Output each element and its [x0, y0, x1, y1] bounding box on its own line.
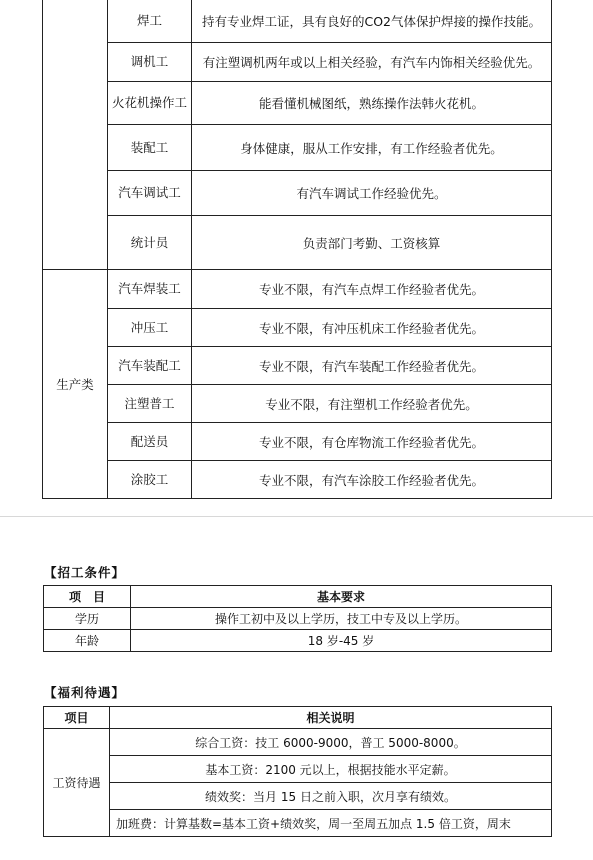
table-row [44, 810, 552, 837]
conditions-title: 【招工条件】 [44, 565, 126, 580]
table-row [43, 423, 552, 461]
job-role: 火花机操作工 [108, 82, 192, 125]
table-row [43, 82, 552, 125]
table-row [44, 783, 552, 810]
job-requirement: 专业不限，有注塑机工作经验者优先。 [192, 385, 552, 423]
job-role: 汽车装配工 [108, 347, 192, 385]
table-row [43, 270, 552, 309]
condition-value: 18 岁-45 岁 [131, 630, 552, 652]
jobs-table [42, 0, 552, 499]
conditions-table [43, 585, 552, 652]
table-row [43, 43, 552, 82]
job-role: 汽车焊装工 [108, 270, 192, 309]
header-description: 相关说明 [110, 707, 552, 729]
header-item: 项 目 [44, 586, 131, 608]
header-requirement: 基本要求 [131, 586, 552, 608]
job-requirement: 专业不限，有汽车点焊工作经验者优先。 [192, 270, 552, 309]
benefits-title: 【福利待遇】 [44, 685, 126, 700]
condition-item: 学历 [44, 608, 131, 630]
table-row [43, 347, 552, 385]
header-item: 项目 [44, 707, 110, 729]
job-requirement: 专业不限，有冲压机床工作经验者优先。 [192, 309, 552, 347]
job-role: 涂胶工 [108, 461, 192, 499]
table-row [44, 756, 552, 783]
page-break-divider [0, 516, 593, 517]
table-row [43, 216, 552, 270]
job-requirement: 持有专业焊工证，具有良好的CO2气体保护焊接的操作技能。 [192, 0, 552, 43]
job-role: 调机工 [108, 43, 192, 82]
job-requirement: 专业不限，有仓库物流工作经验者优先。 [192, 423, 552, 461]
production-category: 生产类 [43, 270, 108, 499]
table-header-row [44, 586, 552, 608]
job-requirement: 身体健康，服从工作安排，有工作经验者优先。 [192, 125, 552, 171]
job-requirement: 能看懂机械图纸，熟练操作法韩火花机。 [192, 82, 552, 125]
condition-value: 操作工初中及以上学历，技工中专及以上学历。 [131, 608, 552, 630]
benefit-line: 绩效奖：当月 15 日之前入职，次月享有绩效。 [110, 783, 552, 810]
job-role: 统计员 [108, 216, 192, 270]
table-row [43, 385, 552, 423]
benefit-line: 综合工资：技工 6000-9000，普工 5000-8000。 [110, 729, 552, 756]
benefit-line: 基本工资：2100 元以上，根据技能水平定薪。 [110, 756, 552, 783]
job-requirement: 有注塑调机两年或以上相关经验，有汽车内饰相关经验优先。 [192, 43, 552, 82]
job-role: 汽车调试工 [108, 171, 192, 216]
benefit-category: 工资待遇 [44, 729, 110, 837]
table-row [43, 125, 552, 171]
job-role: 冲压工 [108, 309, 192, 347]
table-row [44, 729, 552, 756]
table-row [44, 630, 552, 652]
table-row [43, 309, 552, 347]
job-role: 装配工 [108, 125, 192, 171]
table-row [43, 171, 552, 216]
benefits-table [43, 706, 552, 837]
job-requirement: 有汽车调试工作经验优先。 [192, 171, 552, 216]
job-role: 焊工 [108, 0, 192, 43]
table-row [43, 0, 552, 43]
job-requirement: 专业不限，有汽车装配工作经验者优先。 [192, 347, 552, 385]
condition-item: 年龄 [44, 630, 131, 652]
table-row [44, 608, 552, 630]
benefit-line: 加班费：计算基数=基本工资+绩效奖，周一至周五加点 1.5 倍工资，周末 [110, 810, 552, 837]
job-requirement: 专业不限，有汽车涂胶工作经验者优先。 [192, 461, 552, 499]
job-role: 注塑普工 [108, 385, 192, 423]
table-header-row [44, 707, 552, 729]
category-cell-empty [43, 0, 108, 270]
job-role: 配送员 [108, 423, 192, 461]
job-requirement: 负责部门考勤、工资核算 [192, 216, 552, 270]
table-row [43, 461, 552, 499]
